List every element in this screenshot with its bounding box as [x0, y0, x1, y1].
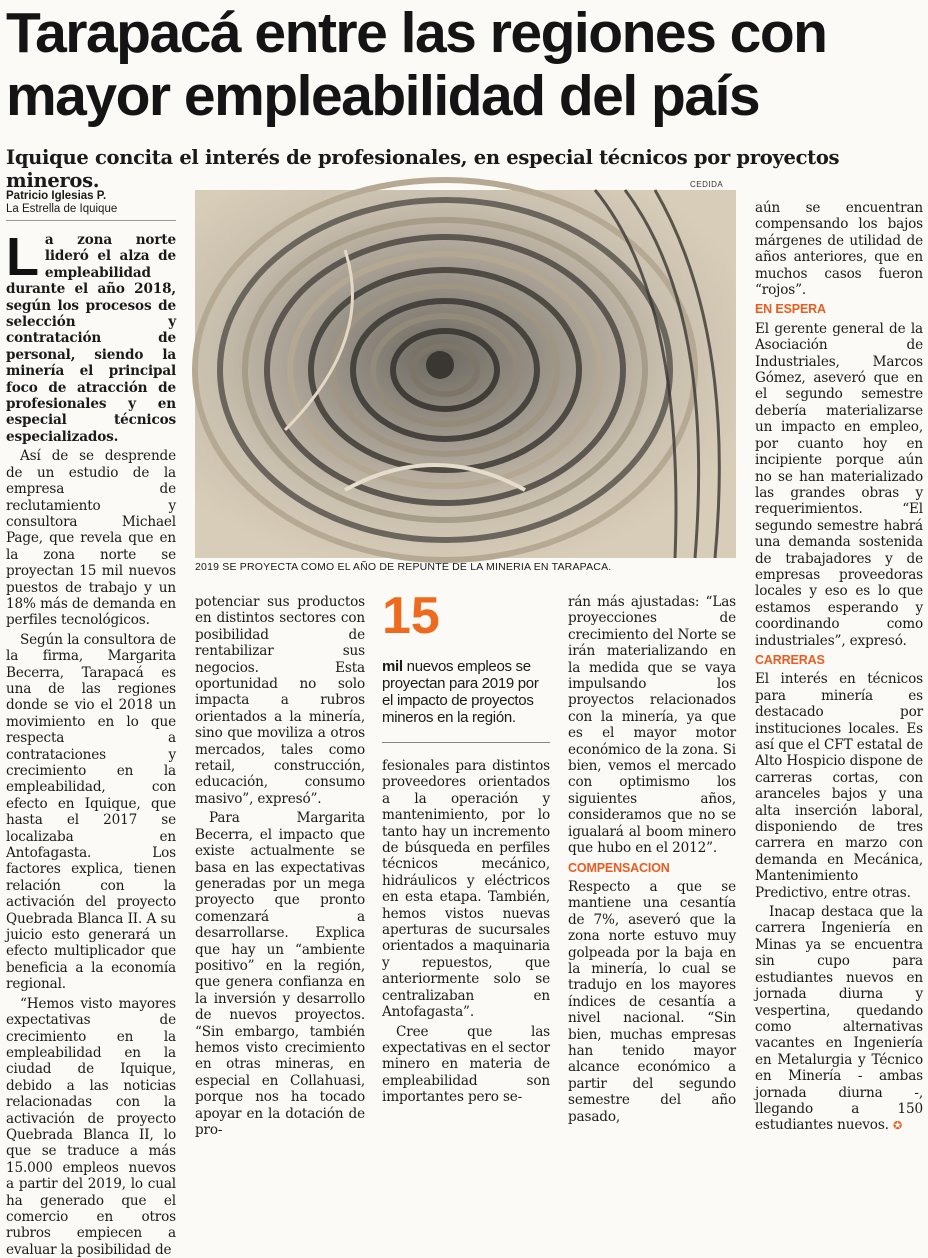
paragraph: Según la consultora de la firma, Margarita Becerra, Tarapacá es una de las regiones donde se vio el 2018 un movimiento en lo que respecta a contrataciones y crecimiento en la empleabilidad, con efecto en Iquique, que hasta el 2017 se localizaba en Antofagasta. Los factores explica, tienen relación con la activación del proyecto Quebrada Blanca II. A su juicio esto generará un efecto multiplicador que beneficia a la economía regional. — [6, 631, 176, 993]
open-pit-mine-image — [195, 190, 736, 558]
paragraph: rán más ajustadas: “Las proyecciones de crecimiento del Norte se irán materializando en la medida que se vaya impulsando los proyectos relacionados con la minería, ya que es el mayor motor económico de la zona. Si bien, vemos el mercado con optimismo los siguientes años, consideramos que no se igualará al boom minero que hubo en el 2012”. — [568, 594, 736, 857]
byline-outlet: La Estrella de Iquique — [6, 203, 118, 215]
paragraph: El interés en técnicos para minería es destacado por instituciones locales. Es así que el CFT estatal de Alto Hospicio dispone de carreras cortas, con aranceles bajos y una alta inserción laboral, disponiendo de tres carrera en marzo con demanda en Mecánica, Mantenimiento Predictivo, entre otras. — [755, 671, 923, 901]
paragraph: Cree que las expectativas en el sector minero en materia de empleabilidad son importantes pero se- — [382, 1023, 550, 1106]
pullquote-text: nuevos empleos se proyectan para 2019 por el impacto de proyectos mineros en la región. — [382, 658, 539, 726]
article-column-2 — [195, 594, 365, 1138]
paragraph: potenciar sus productos en distintos sectores con posibilidad de rentabilizar sus negocios. Esta oportunidad no solo impacta a rubros orientados a la minería, sino que moviliza a otros mercados, tales como retail, construcción, educación, consumo masivo”, expresó”. — [195, 594, 365, 807]
paragraph: aún se encuentran compensando los bajos márgenes de utilidad de años anteriores, que en muchos casos fueron “rojos”. — [755, 200, 923, 299]
paragraph: fesionales para distintos proveedores orientados a la operación y mantenimiento, por lo tanto hay un incremento de búsqueda en perfiles técnicos mecánico, hidráulicos y eléctricos en esta etapa. También, hemos vistos nuevas aperturas de sucursales orientados a maquinaria y repuestos, que anteriormente solo se centralizaban en Antofagasta”. — [382, 758, 550, 1021]
article-column-4 — [568, 594, 736, 1125]
drop-cap: L — [6, 227, 39, 287]
article-column-1 — [6, 227, 176, 1258]
photo-caption: 2019 SE PROYECTA COMO EL AÑO DE REPUNTE DE LA MINERIA EN TARAPACA. — [195, 561, 612, 573]
section-heading-compensacion: COMPENSACION — [568, 860, 670, 875]
paragraph: Para Margarita Becerra, el impacto que existe actualmente se basa en las expectativas generadas por un mega proyecto que pronto comenzará a desarrollarse. Explica que hay un “ambiente positivo” en la región, que genera confianza en la inversión y desarrollo de nuevos proyectos. “Sin embargo, también hemos visto crecimiento en otras mineras, en especial en Collahuasi, porque nos ha tocado apoyar en la dotación de pro- — [195, 810, 365, 1138]
headline: Tarapacá entre las regiones con mayor empleabilidad del país — [6, 1, 827, 128]
pullquote — [382, 658, 550, 726]
section-heading-carreras: CARRERAS — [755, 652, 825, 667]
divider — [382, 742, 550, 743]
section-heading-en-espera: EN ESPERA — [755, 302, 826, 317]
article-column-3 — [382, 758, 550, 1106]
subtitle: Iquique concita el interés de profesionales, en especial técnicos por proyectos mineros. — [6, 146, 840, 192]
article-column-5 — [755, 200, 923, 1134]
pullquote-lead: mil — [382, 658, 403, 675]
photo-credit: CEDIDA — [690, 180, 724, 189]
paragraph: El gerente general de la Asociación de Industriales, Marcos Gómez, aseveró que en el segundo semestre debería materializarse un impacto en empleo, por cuanto hoy en incipiente porque aún no se han materializado las grandes obras y requerimientos. “El segundo semestre habrá una demanda sostenida de trabajadores y de empresas proveedoras locales y eso es lo que estamos esperando y coordinando como industriales”, expresó. — [755, 320, 923, 649]
pullquote-number: 15 — [382, 587, 440, 645]
end-mark-icon: ✪ — [893, 1119, 903, 1133]
paragraph: Inacap destaca que la carrera Ingeniería en Minas ya se encuentra sin cupo para estudiantes nuevos en jornada diurna y vespertina, quedando como alternativas vacantes en Ingeniería en Metalurgia y Técnico en Minería - ambas jornada diurna -, llegando a 150 estudiantes nuevos. ✪ — [755, 904, 923, 1134]
byline — [6, 190, 176, 221]
paragraph: Así de se desprende de un estudio de la empresa de reclutamiento y consultora Michael Page, que revela que en la zona norte se proyectan 15 mil nuevos puestos de trabajo y un 18% más de demanda en perfiles tecnológicos. — [6, 448, 176, 629]
paragraph: “Hemos visto mayores expectativas de crecimiento en la empleabilidad en la ciudad de Iquique, debido a las noticias relacionadas con la activación de proyecto Quebrada Blanca II, lo que se traduce a más 15.000 empleos nuevos a partir del 2019, lo cual ha generado que el comercio en otros rubros empiecen a evaluar la posibilidad de — [6, 995, 176, 1258]
lead-paragraph: La zona norte lideró el alza de empleabilidad durante el año 2018, según los procesos de selección y contratación de personal, siendo la minería el principal foco de atracción de profesionales y en especial técnicos especializados. — [6, 227, 176, 445]
byline-author: Patricio Iglesias P. — [6, 190, 107, 202]
mine-photo — [195, 190, 736, 558]
paragraph: Respecto a que se mantiene una cesantía de 7%, aseveró que la zona norte estuvo muy golpeada por la baja en la minería, lo cual se tradujo en los mayores índices de cesantía a nivel nacional. “Sin bien, muchas empresas han tenido mayor alcance económico a partir del segundo semestre del año pasado, — [568, 878, 736, 1125]
